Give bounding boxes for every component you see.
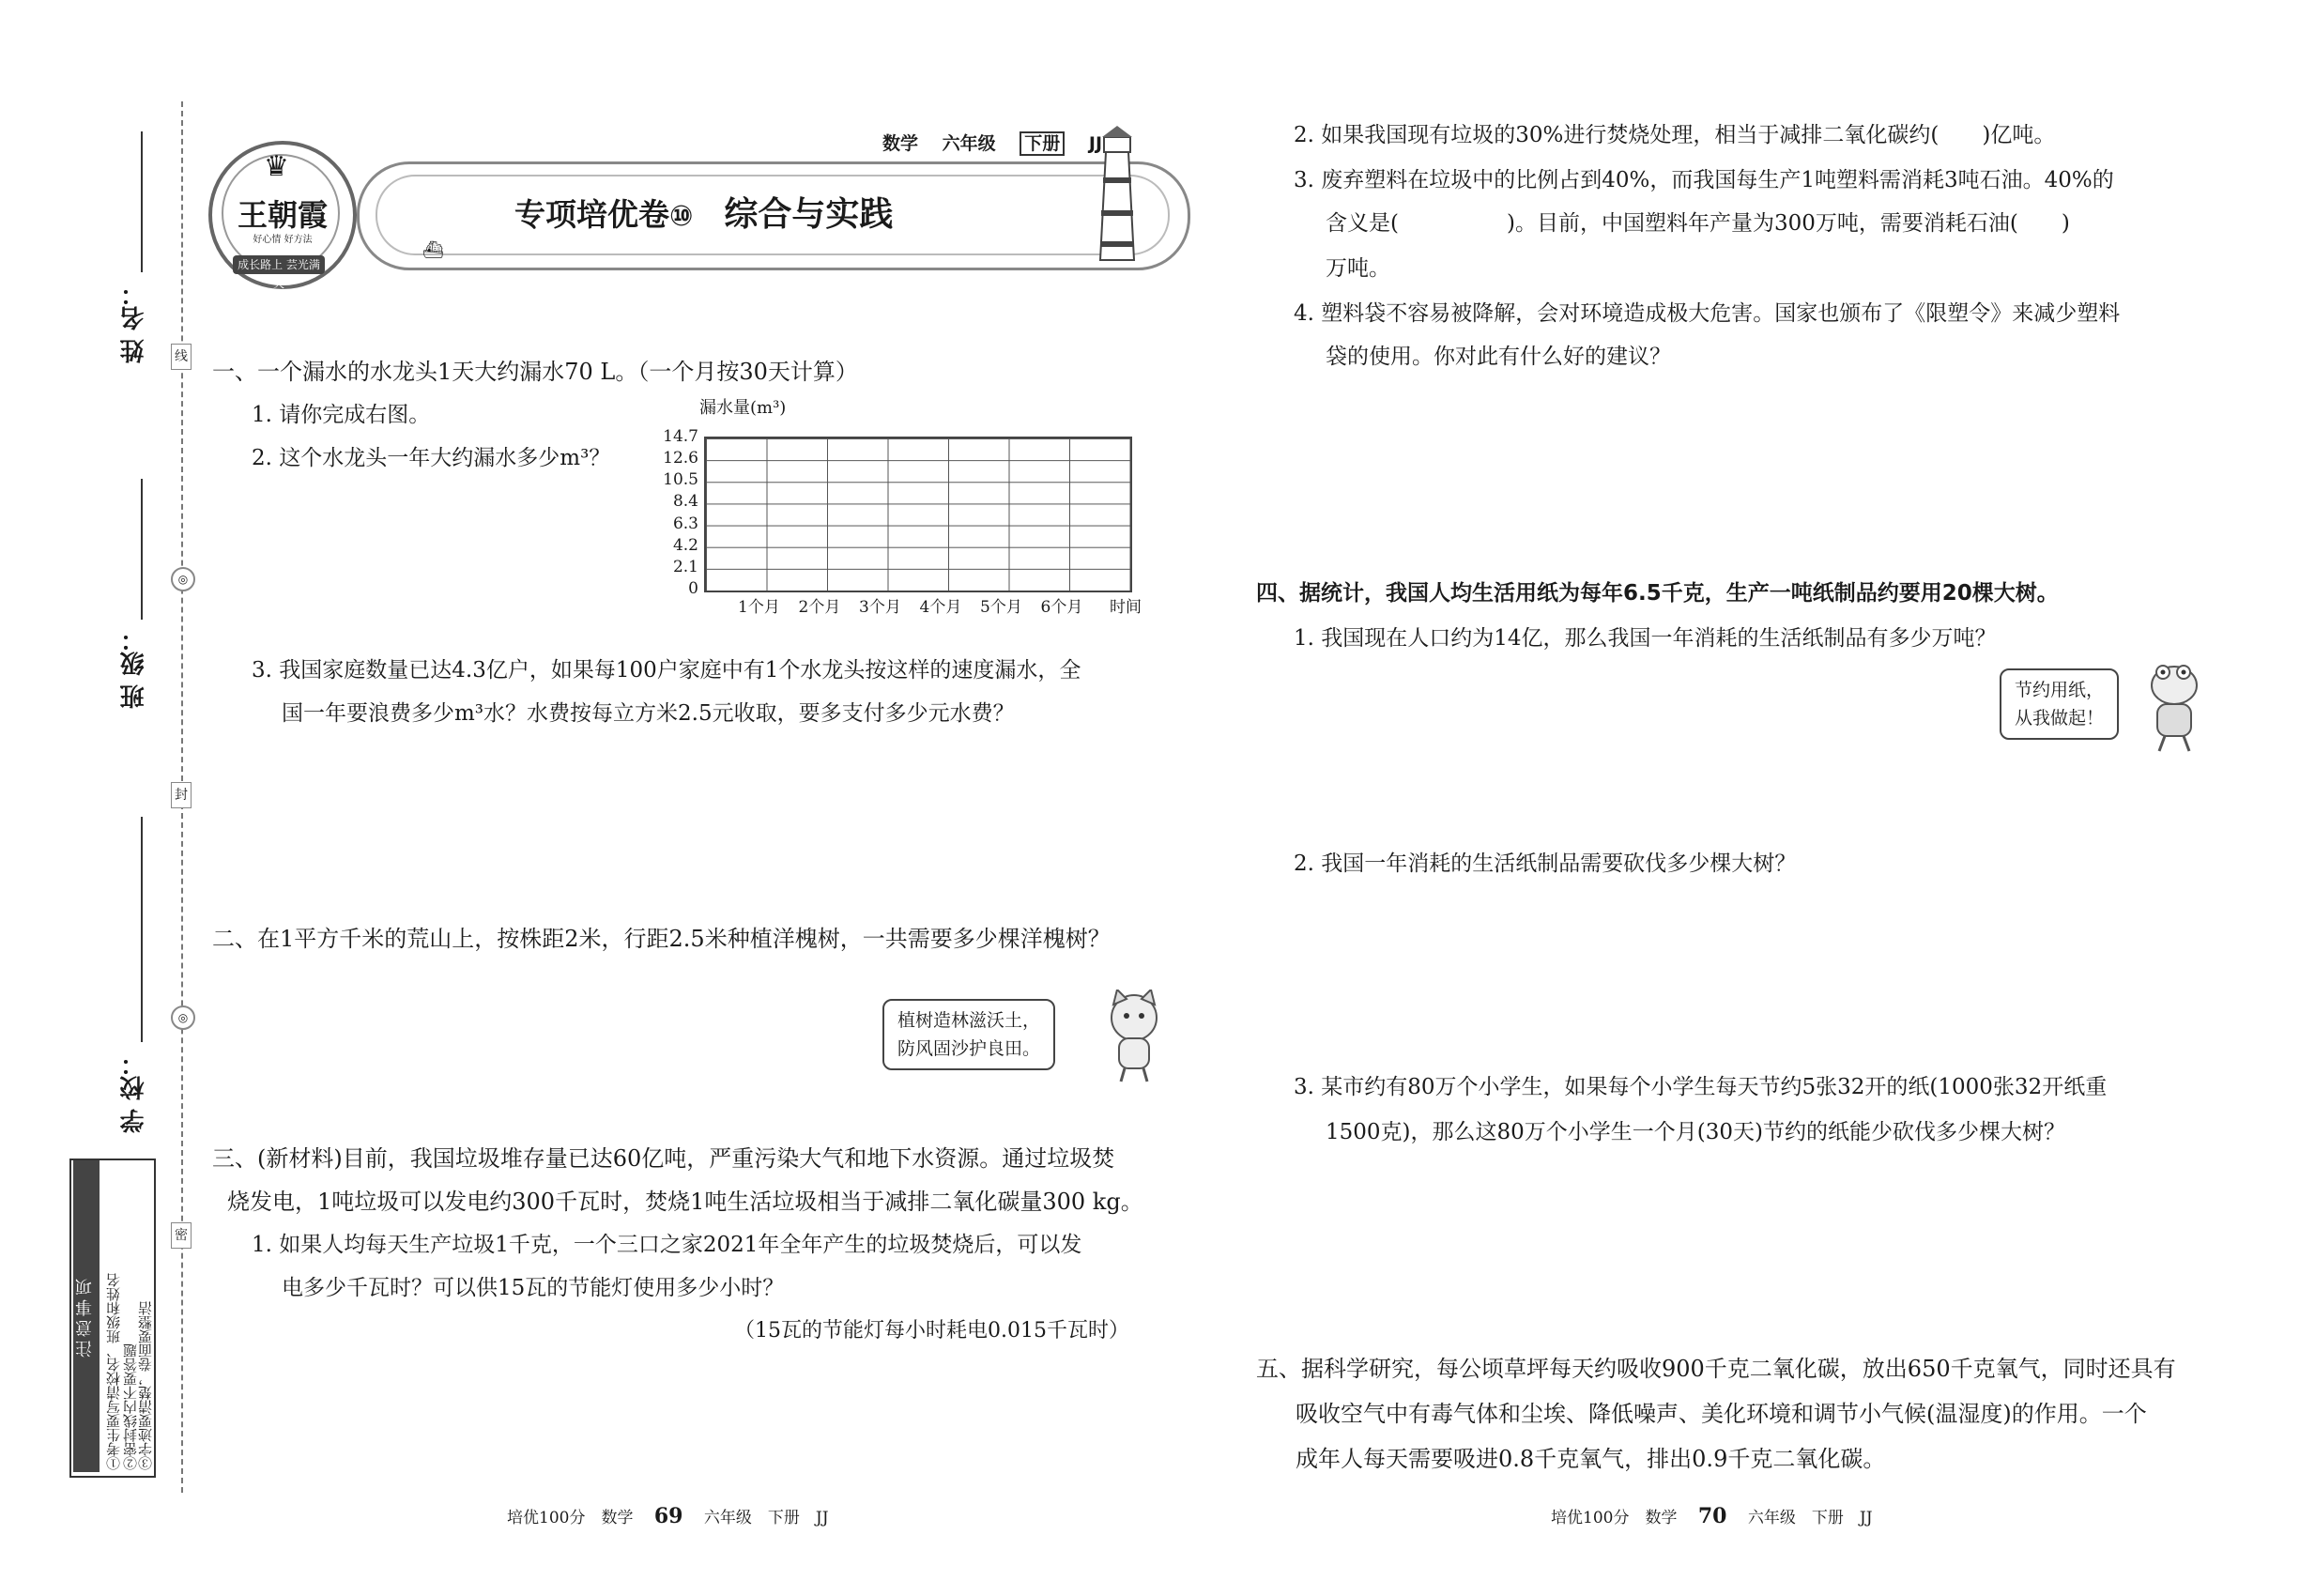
q3-sub4-line1: 4. 塑料袋不容易被降解，会对环境造成极大危害。国家也颁布了《限塑令》来减少塑料 [1294,301,2121,326]
school-label: 学 校： [120,1051,148,1134]
note-2: ②密封线内不要答题 [122,1343,139,1470]
q3-sub1-note: （15瓦的节能灯每小时耗电0.015千瓦时） [734,1319,1129,1343]
chart-xtick: 2个月 [798,598,841,617]
subject-line: 数学 六年级 下册 JJ [882,133,1103,154]
q2-title: 二、在1平方千米的荒山上，按株距2米，行距2.5米种植洋槐树，一共需要多少棵洋槐树？ [212,926,1111,952]
q4-title: 四、据统计，我国人均生活用纸为每年6.5千克，生产一吨纸制品约要用20棵大树。 [1256,581,2059,606]
name-label: 姓 名： [120,282,148,364]
q4-sub3-line1: 3. 某市约有80万个小学生，如果每个小学生每天节约5张32开的纸(1000张32开纸重 [1294,1075,2108,1099]
q2-speech-bubble [882,999,1055,1070]
class-field[interactable] [141,479,143,620]
chart-xtick: 5个月 [980,598,1022,617]
chart-ytick: 10.5 [663,470,698,490]
chart-ytick: 4.2 [672,535,698,555]
q3-sub3-line1: 3. 废弃塑料在垃圾中的比例占到40%，而我国每生产1吨塑料需消耗3吨石油。40%的 [1294,168,2114,192]
chart-xtick: 4个月 [919,598,962,617]
q4-speech-bubble [2000,668,2119,740]
q4-sub1: 1. 我国现在人口约为14亿，那么我国一年消耗的生活纸制品有多少万吨？ [1294,626,1997,651]
school-field[interactable] [141,817,143,1042]
q5-title-line3: 成年人每天需要吸进0.8千克氧气，排出0.9千克二氧化碳。 [1296,1446,1886,1472]
brand-name: 王朝霞 [237,197,328,233]
note-3: ③字迹要清楚，卷面要整洁 [137,1301,154,1470]
chart-xtick: 1个月 [738,598,780,617]
lighthouse-icon [1080,124,1155,265]
q3-sub3-line3: 万吨。 [1326,256,1390,281]
footer-left: 培优100分 数学 69 六年级 下册 JJ [507,1504,829,1528]
chart-xlabel: 时间 [1110,598,1142,617]
chart-ylabel: 漏水量(m³) [699,398,787,418]
q4-sub2: 2. 我国一年消耗的生活纸制品需要砍伐多少棵大树？ [1294,852,1797,876]
chart-ytick: 6.3 [672,514,698,533]
chart-ytick: 14.7 [663,427,698,446]
brand-slogan: 成长路上 芸光满天 [233,255,325,274]
seal-char-secret: 密 [171,1222,192,1249]
chart-grid [704,437,1132,592]
q3-sub1-line2: 电多少千瓦时？可以供15瓦的节能灯使用多少小时？ [282,1276,785,1300]
brand-sub: 好心情 好方法 [253,235,313,245]
page-title: 专项培优卷⑩ 综合与实践 [514,195,894,234]
class-label: 班 级： [120,627,148,710]
q4-bubble-line2: 从我做起！ [2015,708,2105,729]
chart-xtick: 6个月 [1040,598,1083,617]
frog-mascot-icon [2140,661,2206,755]
q1-sub3-line1: 3. 我国家庭数量已达4.3亿户，如果每100户家庭中有1个水龙头按这样的速度漏水，全 [252,658,1081,683]
ship-icon: ⛴ [422,240,444,260]
crown-icon: ♛ [264,150,289,183]
q3-sub3-line2: 含义是( )。目前，中国塑料年产量为300万吨，需要消耗石油( ) [1326,211,2070,236]
q2-bubble-line2: 防风固沙护良田。 [897,1038,1041,1059]
q3-title-line1: 三、(新材料)目前，我国垃圾堆存量已达60亿吨，严重污染大气和地下水资源。通过垃圾焚 [212,1145,1115,1172]
q1-sub3-line2: 国一年要浪费多少m³水？水费按每立方米2.5元收取，要多支付多少元水费？ [282,701,1015,726]
q3-sub4-line2: 袋的使用。你对此有什么好的建议？ [1326,345,1671,369]
q3-sub1-line1: 1. 如果人均每天生产垃圾1千克，一个三口之家2021年全年产生的垃圾焚烧后，可以发 [252,1233,1082,1257]
chart-ytick: 8.4 [672,492,698,512]
q4-sub3-line2: 1500克)，那么这80万个小学生一个月(30天)节约的纸能少砍伐多少棵大树？ [1326,1120,2065,1144]
q4-bubble-line1: 节约用纸， [2015,680,2105,700]
seal-char-seal: 封 [171,782,192,808]
seal-circle-icon: ◎ [171,1005,195,1030]
note-1: ①考生要写清校名、班级和姓名 [105,1273,122,1470]
seal-circle-icon: ◎ [171,567,195,591]
seal-char-line: 线 [171,344,192,370]
q5-title-line2: 吸收空气中有毒气体和尘埃、降低噪声、美化环境和调节小气候(温湿度)的作用。一个 [1296,1401,2147,1427]
q1-title: 一、一个漏水的水龙头1天大约漏水70 L。（一个月按30天计算） [212,359,858,385]
cat-mascot-icon [1098,990,1172,1083]
page-number-right: 70 [1697,1504,1727,1528]
page-number-left: 69 [653,1504,683,1528]
q5-title-line1: 五、据科学研究，每公顷草坪每天约吸收900千克二氧化碳，放出650千克氧气，同时还具有 [1256,1356,2176,1382]
q1-sub1: 1. 请你完成右图。 [252,403,431,427]
q2-bubble-line1: 植树造林滋沃土， [897,1010,1041,1031]
chart-ytick: 2.1 [672,557,698,576]
notes-box [69,1159,156,1478]
chart-ytick: 12.6 [663,449,698,468]
chart-xtick: 3个月 [859,598,901,617]
name-field[interactable] [141,131,143,272]
notes-title: 注意事项 [73,1160,100,1472]
q1-sub2: 2. 这个水龙头一年大约漏水多少m³？ [252,446,611,470]
q3-sub2: 2. 如果我国现有垃圾的30%进行焚烧处理，相当于减排二氧化碳约( )亿吨。 [1294,123,2056,147]
footer-right: 培优100分 数学 70 六年级 下册 JJ [1551,1504,1873,1528]
chart-ytick: 0 [688,579,698,598]
q3-title-line2: 烧发电，1吨垃圾可以发电约300千瓦时，焚烧1吨生活垃圾相当于减排二氧化碳量300 kg。 [227,1189,1143,1215]
